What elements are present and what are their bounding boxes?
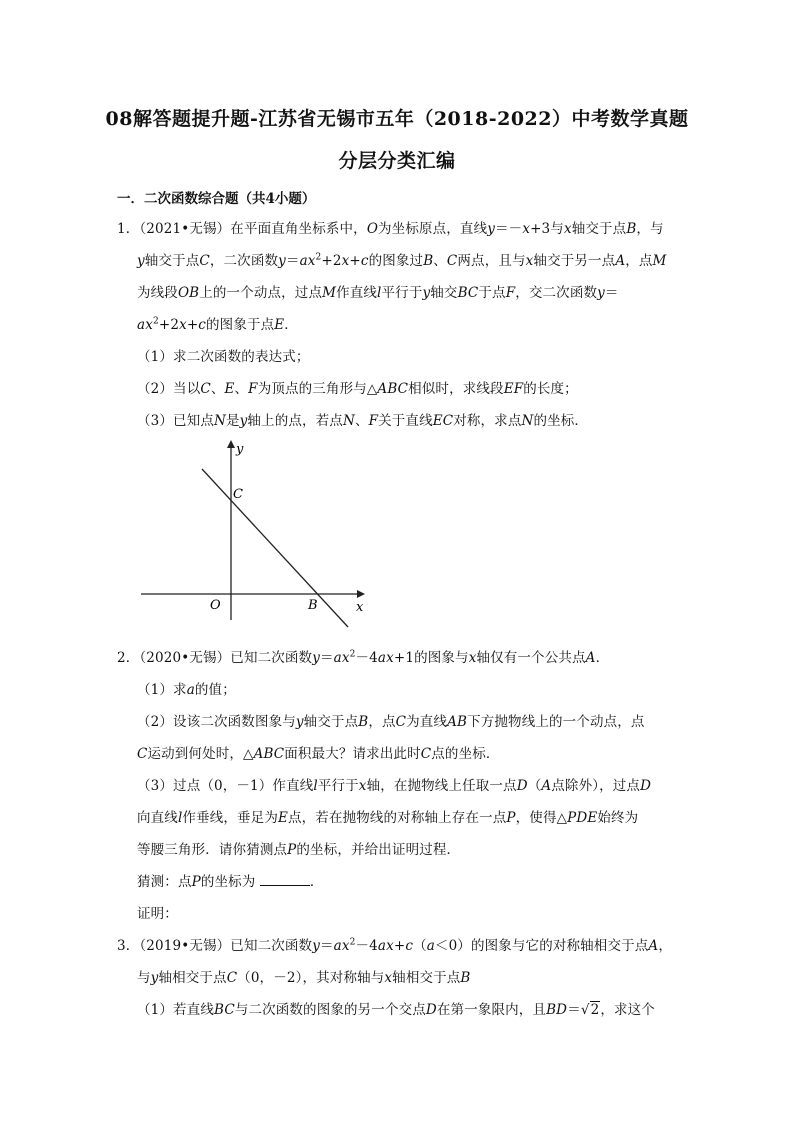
q1-part1: （1）求二次函数的表达式； (137, 349, 310, 365)
q1-part3: （3）已知点N是y轴上的点，若点N、F关于直线EC对称，求点N的坐标． (137, 413, 589, 429)
document-title-line1: 08解答题提升题-江苏省无锡市五年（2018-2022）中考数学真题 (105, 108, 689, 130)
q2-part2-line2: C运动到何处时，△ABC面积最大？请求出此时C点的坐标． (137, 746, 500, 762)
q2-part3-line2: 向直线l作垂线，垂足为E点，若在抛物线的对称轴上存在一点P，使得△PDE始终为 (137, 810, 639, 826)
label-y: y (236, 442, 244, 457)
q3-line1: 3．（2019•无锡）已知二次函数$y=ax^2-4ax+c(a<0)$的图象与它的对称轴相交于点A， (117, 937, 672, 954)
q2-line1: 2．（2020•无锡）已知二次函数$y=ax^2-4ax+1$的图象与x轴仅有一个公共点A． (117, 649, 610, 666)
x-axis-arrow-icon (357, 590, 365, 598)
label-o: O (210, 598, 221, 613)
q1-line2: y轴交于点C，二次函数$y=ax^2+2x+c$的图象过B、C两点，且与x轴交于另一点A，点M (137, 252, 667, 269)
q3-line2: 与y轴相交于点C（0，－2），其对称轴与x轴相交于点B (137, 970, 471, 986)
q1-line3: 为线段OB上的一个动点，过点M作直线l平行于y轴交BC于点F，交二次函数y＝ (137, 285, 619, 301)
q2-part3-line3: 等腰三角形．请你猜测点P的坐标，并给出证明过程． (137, 842, 461, 858)
label-c: C (233, 487, 243, 502)
q1-line4: $ax^2+2x+c$的图象于点E． (137, 316, 298, 333)
sqrt-symbol: √2 (580, 1002, 600, 1018)
q2-part3-line1: （3）过点（0，－1）作直线l平行于x轴，在抛物线上任取一点D（A点除外），过点D (137, 778, 652, 794)
q3-part1: （1）若直线BC与二次函数的图象的另一个交点D在第一象限内，且BD＝√2，求这个 (137, 1002, 655, 1018)
q2-guess: 猜测：点P的坐标为 ． (137, 874, 324, 890)
section-heading: 一．二次函数综合题（共4小题） (117, 191, 316, 207)
label-x: x (356, 600, 364, 615)
line-bc (202, 469, 348, 627)
q2-part1: （1）求a的值； (137, 682, 236, 698)
q1-line1: 1．（2021•无锡）在平面直角坐标系中，O为坐标原点，直线y＝－x+3与x轴交于点B，与 (117, 221, 664, 237)
q2-part2-line1: （2）设该二次函数图象与y轴交于点B，点C为直线AB下方抛物线上的一个动点，点 (137, 714, 645, 730)
q2-proof: 证明： (137, 906, 178, 922)
q1-part2: （2）当以C、E、F为顶点的三角形与△ABC相似时，求线段EF的长度； (137, 381, 578, 397)
label-b: B (308, 598, 318, 613)
document-title-line2: 分层分类汇编 (338, 150, 456, 172)
answer-blank[interactable] (260, 875, 310, 886)
y-axis-arrow-icon (227, 440, 235, 448)
